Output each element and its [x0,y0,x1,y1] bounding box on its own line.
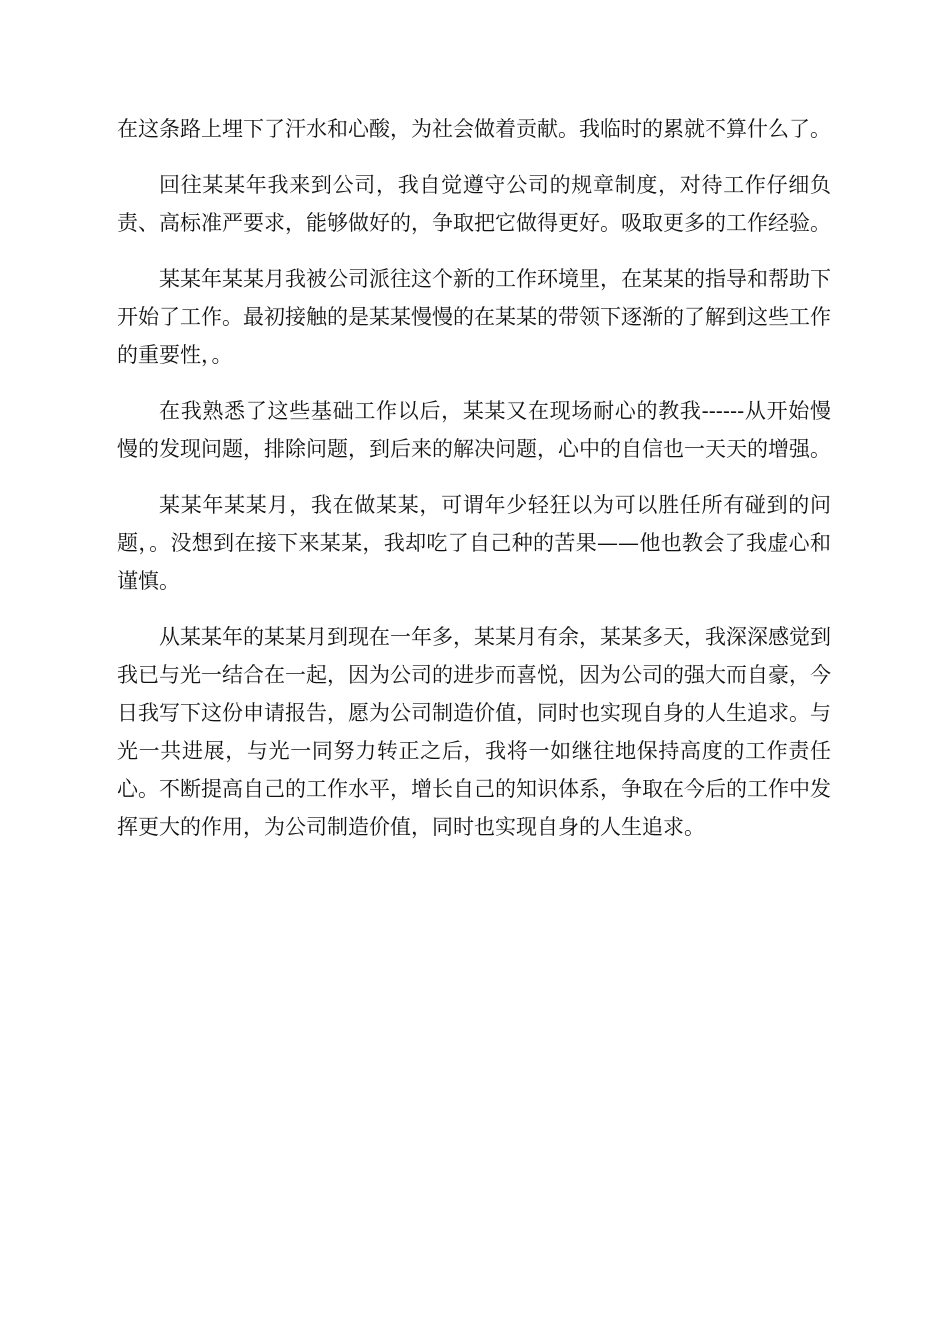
paragraph: 从某某年的某某月到现在一年多，某某月有余，某某多天，我深深感觉到我已与光一结合在一起，因为公司的进步而喜悦，因为公司的强大而自豪，今日我写下这份申请报告，愿为公司制造价值，同时也实现自身的人生追求。与光一共进展，与光一同努力转正之后，我将一如继往地保持高度的工作责任心。不断提高自己的工作水平，增长自己的知识体系，争取在今后的工作中发挥更大的作用，为公司制造价值，同时也实现自身的人生追求。 [117,625,831,839]
paragraph: 某某年某某月，我在做某某，可谓年少轻狂以为可以胜任所有碰到的问题，。没想到在接下来某某，我却吃了自己种的苦果——他也教会了我虚心和谨慎。 [117,493,831,593]
document-body [117,110,831,864]
paragraph-continuation: 在这条路上埋下了汗水和心酸，为社会做着贡献。我临时的累就不算什么了。 [117,117,831,141]
paragraph: 某某年某某月我被公司派往这个新的工作环境里，在某某的指导和帮助下开始了工作。最初接触的是某某慢慢的在某某的带领下逐渐的了解到这些工作的重要性，。 [117,267,831,367]
paragraph: 在我熟悉了这些基础工作以后，某某又在现场耐心的教我------从开始慢慢的发现问题，排除问题，到后来的解决问题，心中的自信也一天天的增强。 [117,399,831,461]
paragraph: 回往某某年我来到公司，我自觉遵守公司的规章制度，对待工作仔细负责、高标准严要求，能够做好的，争取把它做得更好。吸取更多的工作经验。 [117,173,831,235]
